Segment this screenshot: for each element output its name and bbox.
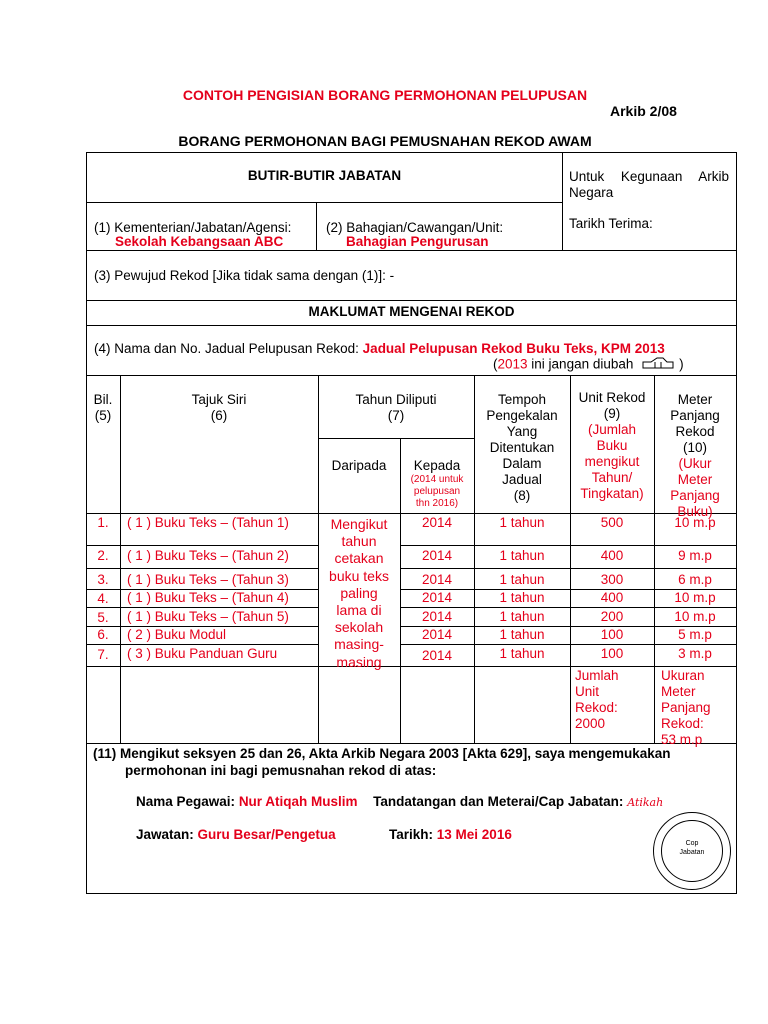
dept-heading: BUTIR-BUTIR JABATAN [247, 168, 402, 183]
signature-label: Tandatangan dan Meterai/Cap Jabatan: [373, 794, 624, 809]
row-meter: 3 m.p [678, 646, 712, 661]
col-meter-line-1: Meter [677, 392, 713, 407]
declaration-line-2: permohonan ini bagi pemusnahan rekod di atas: [125, 763, 437, 778]
records-heading: MAKLUMAT MENGENAI REKOD [308, 304, 515, 319]
row-tajuk: ( 2 ) Buku Modul [127, 627, 227, 642]
col-meter-note-1: (Ukur [678, 456, 712, 471]
row-unit: 100 [600, 627, 624, 642]
row-tajuk: ( 1 ) Buku Teks – (Tahun 4) [127, 590, 289, 605]
kepada-note-line-2: pelupusan [413, 486, 461, 497]
ministry-value: Sekolah Kebangsaan ABC [115, 234, 284, 249]
note-open: ( [493, 356, 498, 372]
row-tempoh: 1 tahun [499, 646, 545, 661]
row-tajuk: ( 1 ) Buku Teks – (Tahun 5) [127, 609, 289, 624]
row-meter: 5 m.p [678, 627, 712, 642]
officer-row [136, 794, 663, 811]
col-meter-note-2: Meter [677, 472, 713, 487]
received-date-label: Tarikh Terima: [569, 216, 653, 231]
col-daripada: Daripada [331, 458, 387, 473]
position-value: Guru Besar/Pengetua [197, 827, 336, 842]
row-tempoh: 1 tahun [499, 590, 545, 605]
row-bil: 2. [97, 548, 109, 563]
col-meter-line-3: Rekod [675, 424, 715, 439]
row-meter: 10 m.p [674, 609, 716, 624]
col-tempoh-line-6: Jadual [502, 472, 542, 487]
col-unit-line-2: (9) [603, 406, 621, 421]
sample-title: CONTOH PENGISIAN BORANG PERMOHONAN PELUPUSAN [182, 87, 588, 103]
row-unit: 100 [600, 646, 624, 661]
row-bil: 3. [97, 572, 109, 587]
declaration-line-1: (11) Mengikut seksyen 25 dan 26, Akta Arkib Negara 2003 [Akta 629], saya mengemukakan [93, 746, 671, 761]
col-tempoh-line-1: Tempoh [497, 392, 547, 407]
row-tempoh: 1 tahun [499, 627, 545, 642]
col-meter-line-2: Panjang [670, 408, 720, 423]
total-meter [661, 668, 711, 748]
stamp-text-1: Cop [685, 840, 699, 847]
row-bil: 4. [97, 591, 109, 606]
row-bil: 5. [97, 610, 109, 625]
position-row [136, 827, 336, 843]
col-tajuk-line-2: (6) [210, 408, 228, 423]
col-tempoh-line-2: Pengekalan [486, 408, 558, 423]
daripada-note-line: cetakan [334, 550, 384, 567]
row-tajuk: ( 1 ) Buku Teks – (Tahun 1) [127, 515, 289, 530]
col-kepada-note [400, 474, 474, 510]
row-tempoh: 1 tahun [499, 609, 545, 624]
note-year: 2013 [497, 356, 528, 372]
creator-label: (3) Pewujud Rekod [Jika tidak sama dengan (1)]: - [94, 268, 395, 283]
row-bil: 1. [97, 515, 109, 530]
col-tempoh [474, 392, 570, 504]
col-kepada-label: Kepada [413, 458, 461, 473]
row-tajuk: ( 1 ) Buku Teks – (Tahun 2) [127, 548, 289, 563]
row-meter: 6 m.p [678, 572, 712, 587]
row-kepada: 2014 [421, 609, 453, 624]
row-tempoh: 1 tahun [499, 515, 545, 530]
col-tahun [318, 392, 474, 424]
col-tempoh-line-5: Dalam [502, 456, 542, 471]
date-label: Tarikh: [389, 827, 434, 842]
col-tahun-line-2: (7) [387, 408, 405, 423]
archive-use-line-2: Negara [569, 185, 614, 200]
note-close: ) [679, 356, 684, 372]
daripada-note-line: Mengikut [330, 516, 388, 532]
note-text: ini jangan diubah [527, 356, 634, 372]
total-unit-line-1: Jumlah [575, 668, 619, 683]
kepada-note-line-1: (2014 untuk [410, 474, 464, 485]
division-label: (2) Bahagian/Cawangan/Unit: [326, 220, 504, 235]
form-code: Arkib 2/08 [610, 103, 677, 119]
col-meter [654, 392, 736, 520]
date-value: 13 Mei 2016 [436, 827, 512, 842]
daripada-note-line: masing [336, 653, 382, 670]
archive-use-label [569, 169, 729, 201]
department-stamp [653, 812, 731, 890]
col-unit-note-4: Tahun/ [591, 470, 633, 485]
col-bil-line-2: (5) [94, 408, 112, 423]
total-unit-value: 2000 [575, 716, 606, 731]
total-meter-line-4: Rekod: [661, 716, 704, 731]
total-meter-line-1: Ukuran [661, 668, 705, 683]
date-row [389, 827, 512, 843]
daripada-note-line: paling [340, 584, 378, 601]
col-unit-note-5: Tingkatan) [580, 486, 644, 501]
total-unit-line-3: Rekod: [575, 700, 618, 715]
col-unit-note-1: (Jumlah [587, 422, 636, 437]
row-unit: 400 [600, 548, 624, 563]
officer-value: Nur Atiqah Muslim [238, 794, 358, 809]
signature: Atikah [627, 796, 664, 809]
schedule-label [94, 341, 665, 357]
kepada-note-line-3: thn 2016) [415, 498, 459, 509]
daripada-note-line: sekolah [334, 619, 384, 636]
row-meter: 10 m.p [674, 590, 716, 605]
schedule-label-text: (4) Nama dan No. Jadual Pelupusan Rekod: [94, 341, 359, 356]
division-value: Bahagian Pengurusan [346, 234, 489, 249]
col-unit-line-1: Unit Rekod [578, 390, 646, 405]
col-bil-line-1: Bil. [93, 392, 113, 407]
ministry-label: (1) Kementerian/Jabatan/Agensi: [94, 220, 292, 235]
daripada-note [318, 516, 400, 671]
pointing-hand-icon [641, 356, 675, 374]
daripada-note-line: lama di [336, 602, 382, 619]
col-bil [86, 392, 120, 424]
col-meter-note-3: Panjang [670, 488, 720, 503]
col-tajuk-line-1: Tajuk Siri [191, 392, 247, 407]
col-meter-line-4: (10) [682, 440, 707, 455]
row-tempoh: 1 tahun [499, 548, 545, 563]
row-unit: 200 [600, 609, 624, 624]
row-tempoh: 1 tahun [499, 572, 545, 587]
position-label: Jawatan: [136, 827, 194, 842]
row-kepada: 2014 [421, 515, 453, 530]
col-tempoh-line-7: (8) [513, 488, 531, 503]
row-kepada: 2014 [421, 627, 453, 642]
daripada-note-line: tahun [341, 533, 377, 550]
row-kepada: 2014 [421, 572, 453, 587]
col-tahun-line-1: Tahun Diliputi [355, 392, 437, 407]
row-unit: 400 [600, 590, 624, 605]
row-bil: 7. [97, 647, 109, 662]
row-meter: 9 m.p [678, 548, 712, 563]
row-meter: 10 m.p [674, 515, 716, 530]
row-kepada: 2014 [421, 548, 453, 563]
col-kepada [400, 458, 474, 510]
daripada-note-line: masing- [334, 636, 384, 653]
archive-use-line-1: Untuk Kegunaan Arkib [569, 169, 729, 184]
schedule-note [493, 356, 684, 374]
col-unit-note-3: mengikut [584, 454, 640, 469]
row-unit: 500 [600, 515, 624, 530]
form-title: BORANG PERMOHONAN BAGI PEMUSNAHAN REKOD AWAM [178, 133, 592, 149]
total-meter-value: 53 m.p [661, 732, 703, 747]
total-unit-line-2: Unit [575, 684, 600, 699]
row-kepada: 2014 [421, 648, 453, 663]
daripada-note-line: buku teks [329, 567, 389, 584]
row-tajuk: ( 3 ) Buku Panduan Guru [127, 646, 278, 661]
officer-label: Nama Pegawai: [136, 794, 236, 809]
row-kepada: 2014 [421, 590, 453, 605]
row-bil: 6. [97, 627, 109, 642]
col-meter-note-4: Buku) [677, 504, 713, 519]
col-tajuk [120, 392, 318, 424]
total-meter-line-3: Panjang [661, 700, 711, 715]
col-unit [570, 390, 654, 502]
total-unit [575, 668, 619, 732]
schedule-value: Jadual Pelupusan Rekod Buku Teks, KPM 2013 [362, 341, 665, 356]
stamp-text-2: Jabatan [679, 849, 705, 856]
row-unit: 300 [600, 572, 624, 587]
col-tempoh-line-4: Ditentukan [489, 440, 555, 455]
col-tempoh-line-3: Yang [506, 424, 538, 439]
col-unit-note-2: Buku [596, 438, 628, 453]
total-meter-line-2: Meter [661, 684, 696, 699]
row-tajuk: ( 1 ) Buku Teks – (Tahun 3) [127, 572, 289, 587]
